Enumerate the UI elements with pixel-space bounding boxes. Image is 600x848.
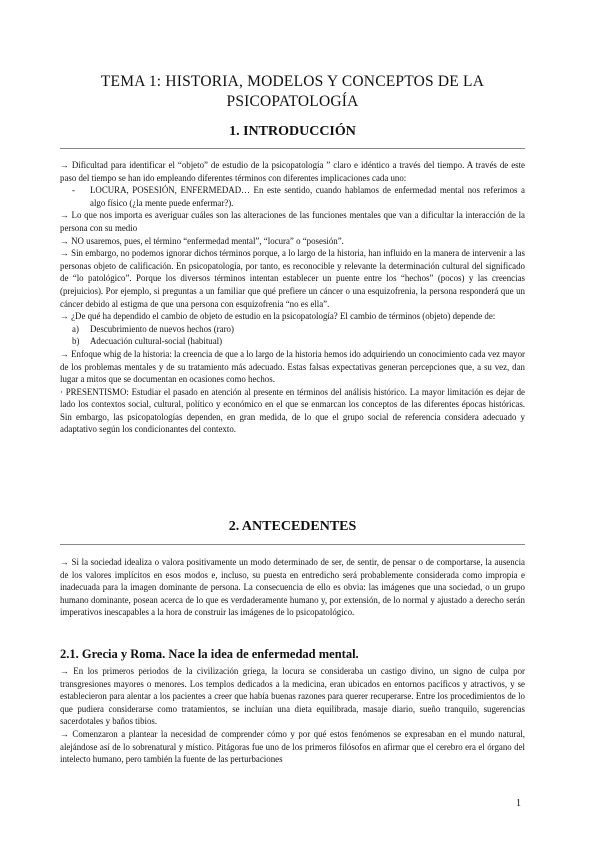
bullet-marker: - bbox=[72, 185, 75, 196]
list-marker: b) bbox=[72, 336, 80, 347]
list-item-text: Descubrimiento de nuevos hechos (raro) bbox=[90, 323, 234, 334]
paragraph: → Enfoque whig de la historia: la creencia de que a lo largo de la historia hemos ido adquiriendo un conocimiento cada vez mayor de los problemas mentales y de su tratamiento más adecuado. Estas falsas expectativas generan percepciones que, a su vez, dan lugar a mitos que se documentan en ocasiones como hechos. bbox=[60, 348, 525, 385]
introduccion-body bbox=[60, 159, 525, 436]
page-number: 1 bbox=[516, 798, 521, 809]
paragraph: → Comenzaron a plantear la necesidad de comprender cómo y por qué estos fenómenos se expresaban en el mundo natural, alejándose así de lo sobrenatural y místico. Pitágoras fue uno de los primeros filósofos en afirmar que el cerebro era el órgano del intelecto humano, pero también la fuente de las perturbaciones bbox=[60, 728, 525, 765]
section-heading-antecedentes: 2. ANTECEDENTES bbox=[228, 519, 357, 534]
section-divider bbox=[60, 148, 525, 149]
paragraph: → Si la sociedad idealiza o valora positivamente un modo determinado de ser, de sentir, de pensar o de comportarse, la ausencia de los valores implícitos en esos modos e, incluso, su puesta en entredicho será probablemente considerada como impropia e inadecuada para la imagen dominante de persona. La consecuencia de ello es obvia: las imágenes que una sociedad, o un grupo humano dominante, posean acerca de lo que es verdaderamente humano y, por extensión, de lo normal y ajustado a derecho serán imperativos inescapables a la hora de construir las imágenes de lo psicopatológico. bbox=[60, 557, 525, 618]
paragraph: → Sin embargo, no podemos ignorar dichos términos porque, a lo largo de la historia, han influido en la manera de intervenir a las personas objeto de calificación. En psicopatología, por tanto, es reconocible y relevante la determinación cultural del significado de “lo patológico”. Porque los diversos términos intentan establecer un puente entre los “hechos” (pocos) y las creencias (prejuicios). Por ejemplo, si preguntas a un familiar que qué prefiere un cáncer o una esquizofrenia, la persona responderá que un cáncer debido al estigma de que una persona con esquizofrenia “no es ella”. bbox=[60, 248, 525, 309]
paragraph: · PRESENTISMO: Estudiar el pasado en atención al presente en términos del análisis histórico. La mayor limitación es dejar de lado los contextos social, cultural, político y económico en el que se enmarcan los conceptos de las diferentes épocas históricas. Sin embargo, las psicopatologías dependen, en gran medida, de lo que el grupo social de referencia considera adecuado y adaptativo según los condicionantes del contexto. bbox=[60, 386, 525, 435]
paragraph: → ¿De qué ha dependido el cambio de objeto de estudio en la psicopatología? El cambio de términos (objeto) depende de: bbox=[60, 311, 496, 322]
list-item-text: Adecuación cultural-social (habitual) bbox=[90, 336, 223, 347]
antecedentes-body bbox=[60, 556, 525, 619]
list-item-text: LOCURA, POSESIÓN, ENFERMEDAD… En este sentido, cuando hablamos de enfermedad mental nos referimos a algo físico (¿la mente puede enfermar?). bbox=[90, 185, 525, 208]
grecia-roma-body bbox=[60, 665, 525, 766]
list-item bbox=[60, 323, 525, 336]
section-divider bbox=[60, 544, 525, 545]
paragraph: → En los primeros periodos de la civilización griega, la locura se consideraba un castigo divino, un signo de culpa por transgresiones mayores o menores. Los templos dedicados a la medicina, eran ubicados en entornos pacíficos y atractivos, y se establecieron para alentar a los pacientes a creer que había buenas razones para querer recuperarse. Entre los procedimientos de lo que pudiera considerarse como tratamientos, se incluían una dieta equilibrada, masaje diario, sueño tranquilo, sugerencias sacerdotales y baños tibios. bbox=[60, 666, 525, 727]
list-marker: a) bbox=[72, 323, 79, 334]
title-line-2: PSICOPATOLOGÍA bbox=[226, 93, 359, 110]
paragraph: → NO usaremos, pues, el término “enfermedad mental”, “locura” o “posesión”. bbox=[60, 235, 344, 246]
section-heading-introduccion: 1. INTRODUCCIÓN bbox=[229, 124, 356, 139]
document-title bbox=[60, 72, 525, 112]
subsection-heading-grecia-roma: 2.1. Grecia y Roma. Nace la idea de enfermedad mental. bbox=[60, 647, 359, 661]
paragraph: → Dificultad para identificar el “objeto” de estudio de la psicopatología ” claro e idéntico a través del tiempo. A través de este paso del tiempo se han ido empleando diferentes términos con diferentes implicaciones cada uno: bbox=[60, 160, 525, 183]
list-item bbox=[60, 335, 525, 348]
title-line-1: TEMA 1: HISTORIA, MODELOS Y CONCEPTOS DE LA bbox=[100, 73, 485, 90]
paragraph: → Lo que nos importa es averiguar cuáles son las alteraciones de las funciones mentales que van a dificultar la interacción de la persona con su medio bbox=[60, 210, 525, 233]
list-item bbox=[60, 184, 525, 209]
